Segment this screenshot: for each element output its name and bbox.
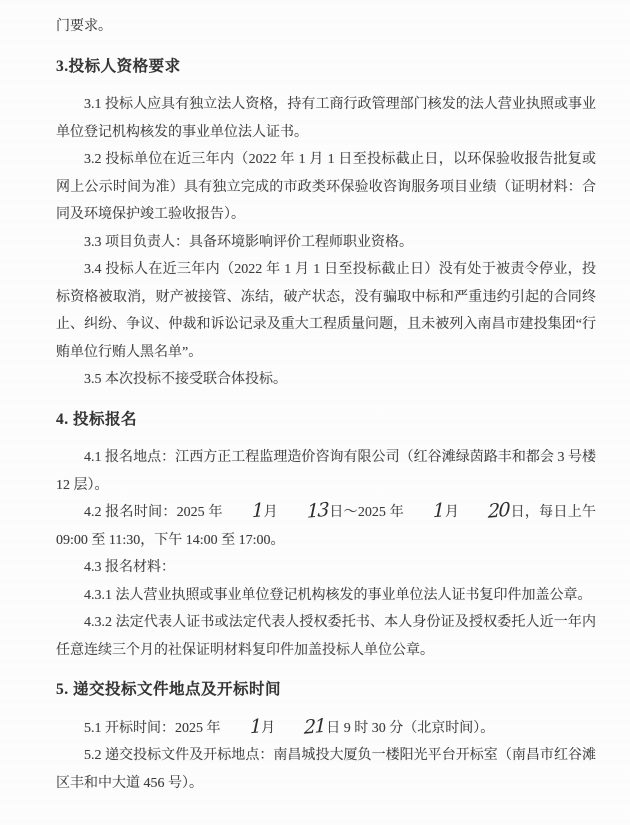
section-heading [56, 53, 596, 81]
paragraph [56, 554, 596, 582]
text-run: 3.投标人资格要求 [56, 57, 181, 75]
text-run: 日 9 时 30 分（北京时间）。 [326, 720, 495, 736]
text-run: 4.3.2 法定代表人证书或法定代表人授权委托书、本人身份证及授权委托人近一年内任意连续三个月的社保证明材料复印件加盖投标人单位公章。 [56, 615, 596, 658]
paragraph [56, 715, 596, 743]
text-run: 3.4 投标人在近三年内（2022 年 1 月 1 日至投标截止日）没有处于被责令停业，投标资格被取消，财产被接管、冻结，破产状态，没有骗取中标和严重违约引起的合同终止、纠纷、争议、仲裁和诉讼记录及重大工程质量问题，且未被列入南昌市建投集团“行贿单位行贿人黑名单”。 [56, 262, 596, 360]
section-heading [56, 406, 596, 434]
handwritten-date: 1 [251, 499, 263, 523]
text-run: 5. 递交投标文件地点及开标时间 [56, 681, 282, 698]
paragraph [56, 13, 596, 41]
text-run: 日～2025 年 [329, 505, 404, 520]
text-run: 5.1 开标时间：2025 年 [84, 720, 221, 736]
text-run: 门要求。 [56, 19, 112, 34]
paragraph [56, 146, 596, 229]
paragraph [56, 256, 596, 366]
paragraph [56, 91, 596, 146]
handwritten-date: 13 [306, 498, 329, 523]
text-run: 月 [444, 505, 460, 520]
handwritten-date: 21 [303, 714, 326, 739]
text-run: 4.1 报名地点：江西方正工程监理造价咨询有限公司（红谷滩绿茵路丰和都会 3 号楼 12 层）。 [56, 450, 596, 493]
text-run: 日，每日上午 09:00 至 11:30，下午 14:00 至 17:00。 [56, 505, 597, 548]
text-run: 3.3 项目负责人：具备环境影响评价工程师职业资格。 [84, 234, 413, 250]
paragraph [56, 742, 596, 797]
section-heading [56, 676, 596, 704]
text-run: 4.3.1 法人营业执照或事业单位登记机构核发的事业单位法人证书复印件加盖公章。 [84, 587, 592, 603]
text-run: 3.1 投标人应具有独立法人资格，持有工商行政管理部门核发的法人营业执照或事业单位登记机构核发的事业单位法人证书。 [56, 97, 596, 140]
text-run: 4. 投标报名 [56, 410, 138, 428]
paragraph [56, 609, 596, 664]
text-run: 月 [261, 720, 276, 736]
handwritten-date: 20 [487, 498, 510, 523]
text-run: 4.2 报名时间：2025 年 [84, 505, 223, 520]
paragraph [56, 499, 596, 554]
handwritten-date: 1 [432, 499, 444, 523]
paragraph [56, 229, 596, 257]
text-run: 4.3 报名材料： [84, 560, 175, 575]
text-run: 月 [263, 505, 278, 520]
text-run: 3.2 投标单位在近三年内（2022 年 1 月 1 日至投标截止日，以环保验收报告批复或网上公示时间为准）具有独立完成的市政类环保验收咨询服务项目业绩（证明材料：合同及环境保护竣工验收报告）。 [56, 152, 596, 222]
paragraph [56, 444, 596, 499]
paragraph [56, 366, 596, 394]
text-run: 3.5 本次投标不接受联合体投标。 [84, 372, 287, 387]
handwritten-date: 1 [249, 714, 261, 738]
text-run: 5.2 递交投标文件及开标地点：南昌城投大厦负一楼阳光平台开标室（南昌市红谷滩区丰和中大道 456 号）。 [56, 748, 596, 791]
paragraph [56, 582, 596, 610]
